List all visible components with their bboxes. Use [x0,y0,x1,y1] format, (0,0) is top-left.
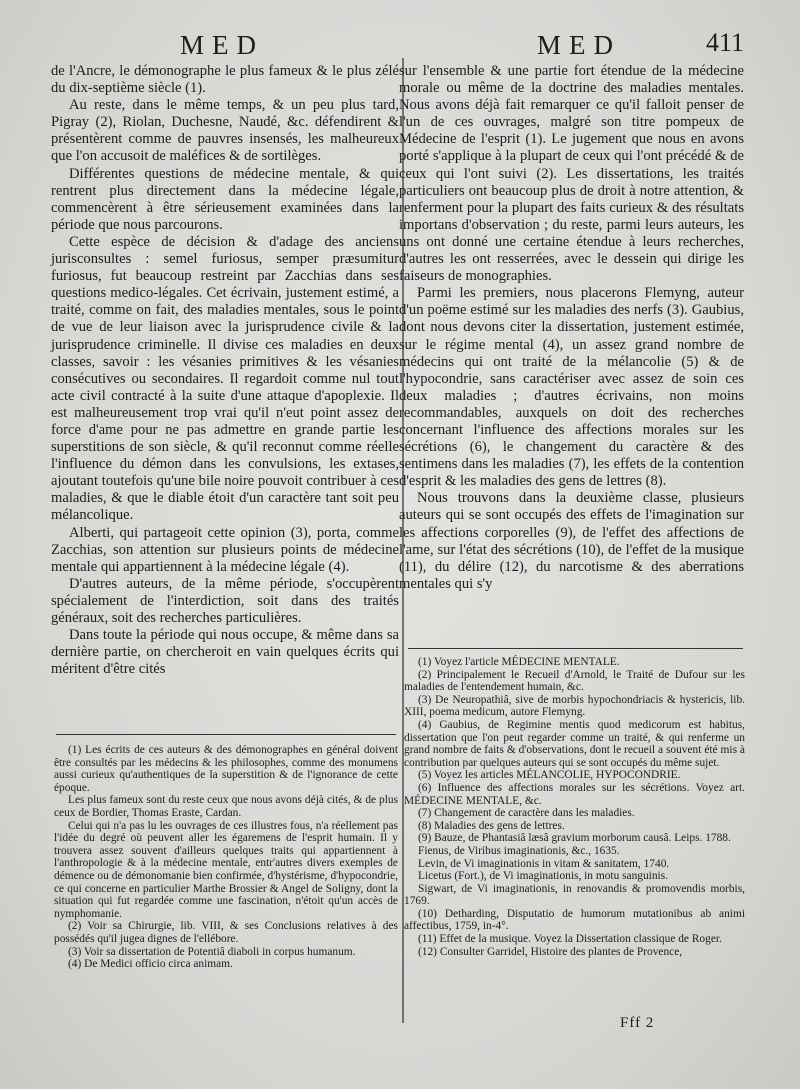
paragraph: sur l'ensemble & une partie fort étendue de la médecine morale ou même de la doctrine des maladies mentales. Nous avons déjà fait remarquer ce qu'il falloit penser de l'un de ces ouvrages, malgré son titre pompeux de Médecine de l'esprit (1). Le jugement que nous en avons porté s'applique à la plupart de ceux qui l'ont précédé & de ceux qui l'ont suivi (2). Les dissertations, les traités particuliers ont beaucoup plus de droit à notre attention, & renferment pour la plupart des faits curieux & des résultats importans d'observation ; du reste, parmi leurs auteurs, les uns ont donné une certaine étendue à leurs recherches, d'autres les ont resserrées, avec le dessein qui dirige les faiseurs de monographies. [399,63,744,285]
footnote: (9) Bauze, de Phantasiâ læsâ gravium morborum causâ. Leips. 1788. [418,832,731,845]
footnote: (1) Les écrits de ces auteurs & des démonographes en général doivent être consultés par les médecins & les philosophes, comme des monumens aussi curieux qu'authentiques de la superstition & de l'ignorance de cette époque. [54,744,398,794]
footnote: (3) De Neuropathiâ, sive de morbis hypochondriacis & hystericis, lib. XIII, poema medicum, autore Flemyng. [404,693,745,719]
paragraph: Parmi les premiers, nous placerons Flemyng, auteur d'un poëme estimé sur les maladies des nerfs (3). Gaubius, dont nous devons citer la dissertation, justement estimée, sur le régime mental (4), un assez grand nombre de médecins qui ont traité de la mélancolie (5) & de l'hypocondrie, sans caractériser avec assez de soin ces deux maladies ; d'autres écrivains, non moins recommandables, auxquels on doit des recherches concernant l'influence des affections morales sur les sécrétions (6), le changement du caractère & des sentimens dans les maladies (7), les effets de la contention d'esprit & les maladies des gens de lettres (8). [399,285,744,490]
footnote: (5) Voyez les articles MÉLANCOLIE, HYPOCONDRIE. [418,769,681,782]
footnote: (4) Gaubius, de Regimine mentis quod medicorum est habitus, dissertation que l'on peut regarder comme un traité, & qui renferme un grand nombre de faits & d'observations, dont le recueil a souvent été mis à contribution par quelques auteurs qui se sont occupés du même sujet. [404,718,745,769]
footnote: Licetus (Fort.), de Vi imaginationis, in motu sanguinis. [418,870,668,883]
footnotes-right [404,656,745,958]
left-column [51,63,399,678]
footnote: (2) Voir sa Chirurgie, lib. VIII, & ses Conclusions relatives à des possédés qu'il jugea dignes de l'ellébore. [54,920,398,945]
footnote: (2) Principalement le Recueil d'Arnold, le Traité de Dufour sur les maladies de l'entendement humain, &c. [404,668,745,694]
footnote: (11) Effet de la musique. Voyez la Dissertation classique de Roger. [418,933,722,946]
footnote: (10) Detharding, Disputatio de humorum mutationibus ab animi affectibus, 1759, in-4°. [404,907,745,933]
printer-signature: Fff 2 [620,1015,655,1031]
paragraph: Au reste, dans le même temps, & un peu plus tard, Pigray (2), Riolan, Duchesne, Naudé, &c. défendirent & présentèrent comme de pauvres insensés, les malheureux que l'on accusoit de maléfices & de sortilèges. [51,97,399,165]
running-header-left: MED [180,30,264,60]
footnote: (12) Consulter Garridel, Histoire des plantes de Provence, [418,945,683,958]
paragraph: Alberti, qui partageoit cette opinion (3), porta, comme Zacchias, son attention sur plusieurs points de médecine mentale qui appartiennent à la médecine légale (4). [51,524,399,575]
footnote: Les plus fameux sont du reste ceux que nous avons déjà cités, & de plus ceux de Bordier, Thomas Eraste, Cardan. [54,794,398,819]
page-number: 411 [706,28,745,57]
footnote: (6) Influence des affections morales sur les sécrétions. Voyez art. MÉDECINE MENTALE, &c. [404,781,745,807]
footnote: Celui qui n'a pas lu les ouvrages de ces illustres fous, n'a réellement pas l'idée du degré où peuvent aller les égaremens de l'esprit humain. Il y trouvera assez souvent d'ailleurs quelques traits qui appartiennent à l'anthropologie & à la médecine mentale, entr'autres divers exemples de démence ou de démonomanie bien confirmée, d'hystérisme, d'hypocondrie, ce qui concerne en particulier Marthe Brossier & Angel de Soligny, dont la situation qui fut regardée comme une fascination, n'étoit qu'un accès de nymphomanie. [54,819,398,920]
footnote: (3) Voir sa dissertation de Potentiâ diaboli in corpus humanum. [68,945,356,958]
footnote: Sigwart, de Vi imaginationis, in renovandis & promovendis morbis, 1769. [404,882,745,908]
running-header-right: MED [537,30,621,60]
paragraph: Cette espèce de décision & d'adage des anciens jurisconsultes : semel furiosus, semper præsumitur furiosus, fut beaucoup restreint par Zacchias dans ses questions medico-légales. Cet écrivain, justement estimé, a traité, comme on fait, des maladies mentales, sous le point de vue de leur liaison avec la jurisprudence civile & la jurisprudence criminelle. Il divise ces maladies en deux classes, savoir : les vésanies primitives & les vésanies consécutives ou secondaires. Il regardoit comme nul tout acte civil contracté à la suite d'une attaque d'apoplexie. Il est malheureusement trop vrai qu'il n'eut point assez de force d'ame pour ne pas admettre en grande partie les superstitions de son siècle, & qu'il reconnut comme réelle l'influence du démon dans les convulsions, les extases, ajoutant toutefois qu'une bile noire pouvoit contribuer à ces maladies, & que le diable étoit d'un caractère tant soit peu mélancolique. [51,233,399,524]
paragraph: Nous trouvons dans la deuxième classe, plusieurs auteurs qui se sont occupés des effets de l'imagination sur les affections corporelles (9), de l'effet des affections de l'ame, sur l'état des sécrétions (10), de l'effet de la musique (11), du délire (12), du narcotisme & des aberrations mentales qui s'y [399,490,744,592]
footnote: (1) Voyez l'article MÉDECINE MENTALE. [418,656,620,668]
footnote-rule-right [408,648,743,649]
paragraph: de l'Ancre, le démonographe le plus fameux & le plus zélé du dix-septième siècle (1). [51,63,399,97]
footnote: Levin, de Vi imaginationis in vitam & sanitatem, 1740. [418,857,670,870]
footnote: (7) Changement de caractère dans les maladies. [418,807,635,820]
right-column [399,63,744,593]
paragraph: D'autres auteurs, de la même période, s'occupèrent spécialement de l'interdiction, soit dans des traités généraux, soit des recherches particulières. [51,575,399,626]
paragraph: Différentes questions de médecine mentale, & qui rentrent plus directement dans la médecine légale, commencèrent à être sérieusement examinées dans la période que nous parcourons. [51,165,399,233]
footnote-rule-left [56,734,396,735]
paragraph: Dans toute la période qui nous occupe, & même dans sa dernière partie, on chercheroit en vain quelques écrits qui méritent d'être cités [51,627,399,678]
footnote: (4) De Medici officio circa animam. [68,958,233,971]
footnote: Fienus, de Viribus imaginationis, &c., 1635. [418,844,620,857]
footnotes-left [54,744,398,971]
footnote: (8) Maladies des gens de lettres. [418,819,565,832]
